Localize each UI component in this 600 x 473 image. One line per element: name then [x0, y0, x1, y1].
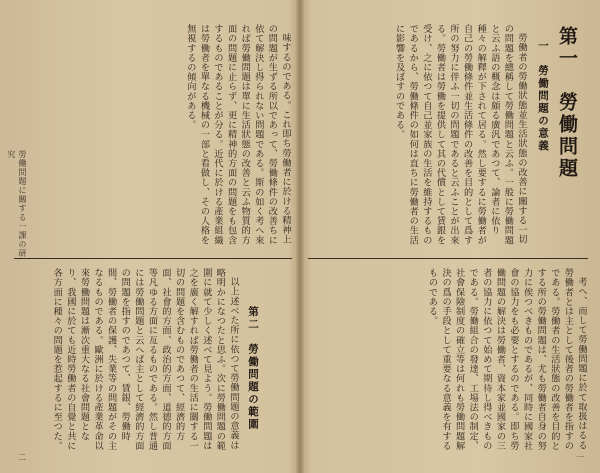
right-page-upper-text	[314, 24, 528, 248]
section-heading: 一 勞働問題の意義	[537, 40, 549, 153]
divider	[14, 258, 292, 259]
paragraph: 考へ、而して勞働問題に於て取扱はるる勞働者とは主として後者の勞働者を指すのである。勞働者の生活狀態の改善を目的とする所の勞働問題は、尤も勞働者自身の努力に俟つべきものであるが、同時に國家社會の協力をも必要とするのである。即ち勞働問題の解決は勞働者、資本家並國家の三者の協力に依つて始めて期待し得べきものである。勞働組合の發達、工場法の制定、社會保險制度の確立等は何れも勞働問題解決の爲の手段として重要なる意義を有するものである。	[426, 268, 587, 451]
left-page-upper-text	[22, 24, 292, 248]
right-page-lower-text	[314, 268, 588, 458]
divider	[308, 258, 588, 259]
paragraph: 以上述べた所に依つて勞働問題の意義は略明かになつたと思ふ。次に勞働問題の範圍に就て少しく述べて見よう。勞働問題は之を廣く解すれば勞働者の生活に關する一切の問題を含むものであつて、經濟的方面、社會的方面、政治的方面、道德的方面等凡ゆる方面に亙るものである。然し普通には勞働問題と云へば主として經濟的方面の問題を指すのであつて、賃銀、勞働時間、勞働者の保護、失業等の問題がその主なるものである。歐洲に於ける產業革命以來勞働問題は漸次重大なる社會問題となり、我國に於ても近時勞働者の自覺と共に各方面に種々の問題を惹起するに至つた。	[51, 268, 239, 451]
paragraph: 勞働者の勞働狀態並生活狀態の改善に關する一切の問題を總稱して勞働問題と云ふ。一般に勞働問題と云ふ語の概念は頗る廣汎であつて、論者に依り種々の解釋が下されて居る。然し要するに勞働者が自己の勞働條件並生活條件の改善を目的として爲す所の努力に伴ふ一切の問題であると云ふことが出來る。勞働者は勞働を提供して其の代償として賃銀を受け、之に依つて自己並家族の生活を維持するものであるから、勞働條件の如何は直ちに勞働者の生活に影響を及ぼすのである。	[393, 24, 527, 245]
section-heading: 第二 勞働問題の範圍	[247, 306, 259, 431]
left-page-lower-text	[22, 268, 240, 458]
running-head: 勞働問題に關する一課の研究	[7, 150, 27, 258]
chapter-heading: 第一 勞働問題	[556, 26, 578, 180]
folio: 二	[18, 453, 26, 462]
folio: 一	[576, 453, 584, 462]
paragraph: 味するのである。これ即ち勞働者に於ける精神上の問題が生ずる所以であって、勞働條件の改善ちに依て解決し得られない問題である。斯の如く考へ來れば勞働問題は單に生活狀態の改善と云ふ物質的方面の問題に止らず、更に精神的方面の問題をも包含するものであることが分る。近代に於ける產業組織は勞働者を單なる機械の一部と看做し、その人格を無視するの傾向がある。	[184, 24, 291, 245]
right-page	[300, 0, 600, 473]
